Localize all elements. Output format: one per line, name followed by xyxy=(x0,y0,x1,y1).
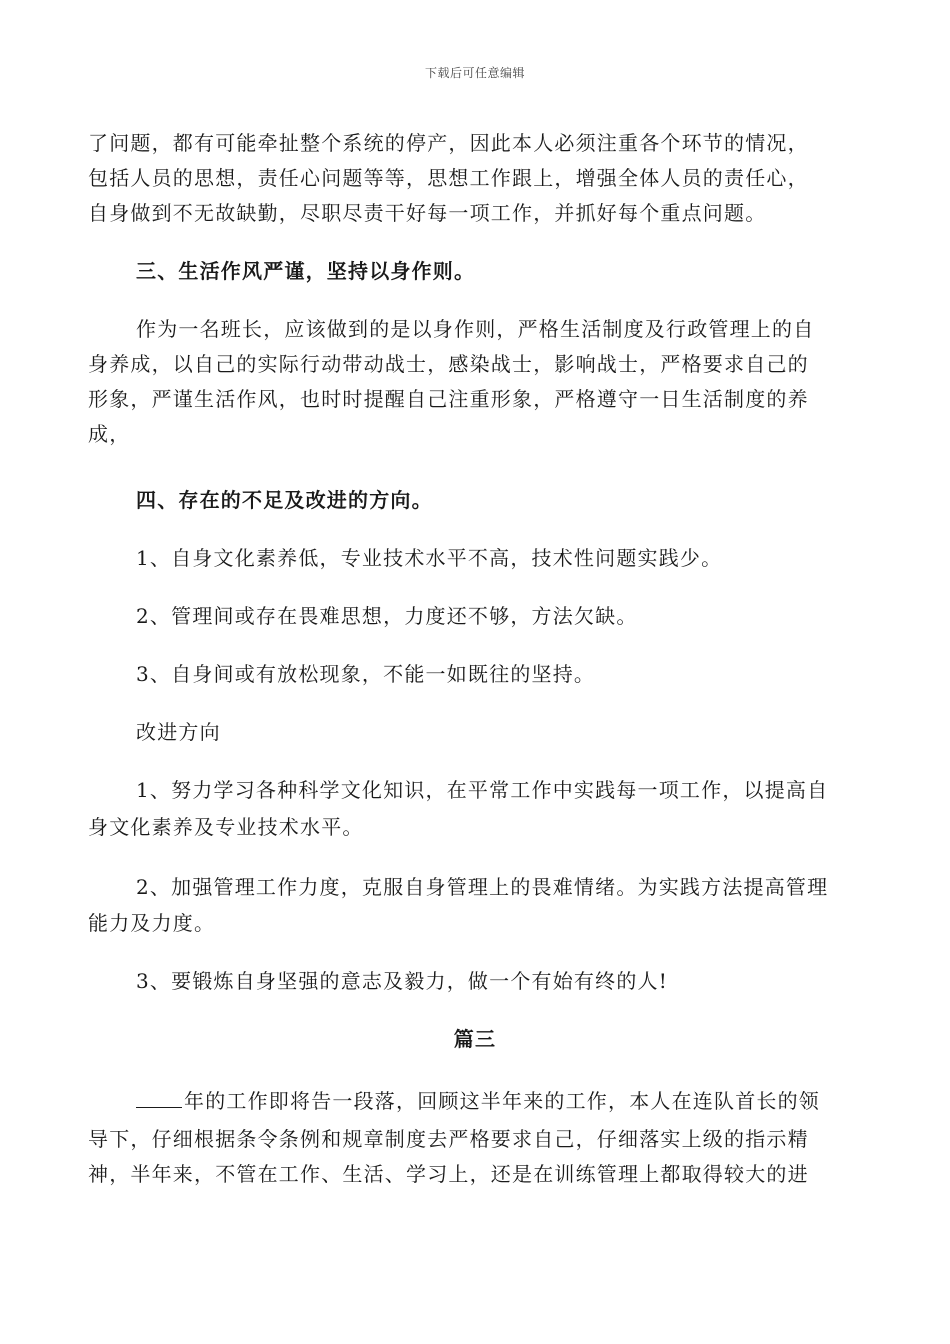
list-item: 3、自身间或有放松现象，不能一如既往的坚持。 xyxy=(136,662,596,686)
paragraph-line: 身养成，以自己的实际行动带动战士，感染战士，影响战士，严格要求自己的 xyxy=(88,352,809,376)
paragraph-line: 作为一名班长，应该做到的是以身作则，严格生活制度及行政管理上的自 xyxy=(136,317,815,341)
list-item-continuation: 身文化素养及专业技术水平。 xyxy=(88,815,364,839)
list-item: 3、要锻炼自身坚强的意志及毅力，做一个有始有终的人! xyxy=(136,969,668,993)
paragraph-line: 神，半年来，不管在工作、生活、学习上，还是在训练管理上都取得较大的进 xyxy=(88,1162,809,1186)
list-item: 1、努力学习各种科学文化知识，在平常工作中实践每一项工作，以提高自 xyxy=(136,778,829,802)
list-item: 2、加强管理工作力度，克服自身管理上的畏难情绪。为实践方法提高管理 xyxy=(136,875,829,899)
page-header-note: 下载后可任意编辑 xyxy=(424,66,525,80)
paragraph-text: 年的工作即将告一段落，回顾这半年来的工作，本人在连队首长的领 xyxy=(184,1089,820,1113)
paragraph-line: 导下，仔细根据条令条例和规章制度去严格要求自己，仔细落实上级的指示精 xyxy=(88,1127,809,1151)
paragraph-line: 自身做到不无故缺勤，尽职尽责干好每一项工作，并抓好每个重点问题。 xyxy=(88,201,767,225)
paragraph-line: 成， xyxy=(88,422,131,446)
section-heading-3: 三、生活作风严谨，坚持以身作则。 xyxy=(136,259,476,283)
chapter-title: 篇三 xyxy=(453,1027,497,1051)
paragraph-line xyxy=(136,1087,916,1115)
blank-underline xyxy=(136,1089,182,1108)
list-item-continuation: 能力及力度。 xyxy=(88,911,216,935)
list-item: 1、自身文化素养低，专业技术水平不高，技术性问题实践少。 xyxy=(136,546,723,570)
paragraph-line: 形象，严谨生活作风，也时时提醒自己注重形象，严格遵守一日生活制度的养 xyxy=(88,387,809,411)
paragraph-line: 包括人员的思想，责任心问题等等，思想工作跟上，增强全体人员的责任心， xyxy=(88,166,809,190)
list-item: 2、管理间或存在畏难思想，力度还不够，方法欠缺。 xyxy=(136,604,638,628)
section-heading-4: 四、存在的不足及改进的方向。 xyxy=(136,488,433,512)
subheading-improvement: 改进方向 xyxy=(136,720,221,744)
paragraph-line: 了问题，都有可能牵扯整个系统的停产，因此本人必须注重各个环节的情况， xyxy=(88,131,809,155)
